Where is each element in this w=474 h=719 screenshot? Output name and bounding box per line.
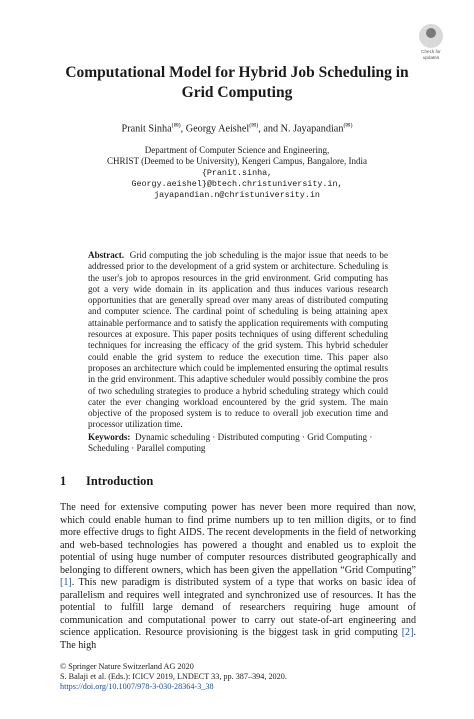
- author-name: Georgy Aeishel: [185, 123, 250, 135]
- check-for-updates-badge[interactable]: [414, 24, 448, 64]
- keywords: [88, 432, 388, 455]
- section-title: Introduction: [86, 474, 154, 488]
- badge-text-line2: updates: [422, 55, 440, 61]
- check-updates-icon: [419, 24, 443, 48]
- keywords-label: Keywords:: [88, 432, 131, 442]
- copyright-line: © Springer Nature Switzerland AG 2020: [60, 662, 194, 671]
- intro-text: The need for extensive computing power has never been more required than now, which could enable human to find prime numbers up to ten million digits, or to find more effective drugs to fight AIDS. The recent developments in the field of networking and web-based technologies has powered a thought and enabled us to exploit the potential of using huge number of computer resources distributed geographically and belonging to different owners, which has been given the appellation “Grid Computing”: [60, 502, 416, 576]
- keywords-text: Dynamic scheduling · Distributed computing · Grid Computing · Scheduling · Parallel computing: [88, 432, 373, 454]
- intro-paragraph: [60, 502, 416, 652]
- intro-text: . This new paradigm is distributed system of a type that works on basic idea of parallelism and requires well integrated and synchronized use of resources. It has the potential to fulfill large demand of researchers requiring huge amount of communication and computational power to carry out state-of-art engineering and science application. Resource provisioning is the biggest task in grid computing: [60, 577, 416, 638]
- badge-text-line1: Check for: [421, 49, 441, 54]
- email-line: jayapandian.n@christuniversity.in: [154, 190, 320, 201]
- section-number: 1: [60, 474, 67, 488]
- email-icon[interactable]: (✉): [343, 123, 353, 129]
- email-icon[interactable]: (✉): [171, 123, 181, 129]
- section-heading: [60, 474, 153, 489]
- email-line: {Pranit.sinha,: [201, 167, 273, 178]
- citation-link[interactable]: [2]: [401, 627, 414, 638]
- affiliation-block: [50, 145, 424, 201]
- footer: [60, 662, 287, 693]
- affiliation-line: CHRIST (Deemed to be University), Kengeri Campus, Bangalore, India: [106, 156, 368, 167]
- abstract-label: Abstract.: [88, 250, 125, 260]
- email-line: Georgy.aeishel}@btech.christuniversity.in,: [131, 178, 343, 189]
- doi-link[interactable]: https://doi.org/10.1007/978-3-030-28364-3_38: [60, 682, 214, 692]
- citation-link[interactable]: [1]: [60, 577, 72, 588]
- affiliation-line: Department of Computer Science and Engineering,: [144, 145, 330, 155]
- paper-title: Computational Model for Hybrid Job Scheduling in Grid Computing: [65, 64, 409, 101]
- intro-text: . The high: [60, 627, 416, 651]
- abstract-text: Grid computing the job scheduling is the major issue that needs to be addressed prior to the development of a grid system or architecture. Scheduling is the user's job to apropos resources in the grid environment. Grid computing has got a very wide domain in its application and thus induces various research opportunities that are generally spread over many areas of distributed computing and computer science. The cardinal point of scheduling is being attaining apex attainable performance and to satisfy the application requirements with computing resources at exposure. This paper posits techniques of using different scheduling techniques for increasing the efficacy of the grid system. This hybrid scheduler could enable the grid system to reduce the execution time. This paper also proposes an architecture which could be implemented ensuring the optimal results in the grid environment. This adaptive scheduler would possibly combine the pros of two scheduling strategies to produce a hybrid scheduling strategy which could cater the ever changing workload encountered by the grid system. The main objective of the proposed system is to reduce to overall job execution time and processor utilization time.: [88, 250, 388, 430]
- email-icon[interactable]: (✉): [249, 123, 259, 129]
- author-name: N. Jayapandian: [280, 123, 344, 135]
- abstract: [88, 250, 388, 431]
- author-separator: ,: [180, 123, 186, 135]
- citation-line: S. Balaji et al. (Eds.): ICICV 2019, LNDECT 33, pp. 387–394, 2020.: [60, 672, 287, 682]
- author-separator: , and: [258, 123, 281, 135]
- author-line: [60, 122, 414, 134]
- author-name: Pranit Sinha: [121, 123, 172, 135]
